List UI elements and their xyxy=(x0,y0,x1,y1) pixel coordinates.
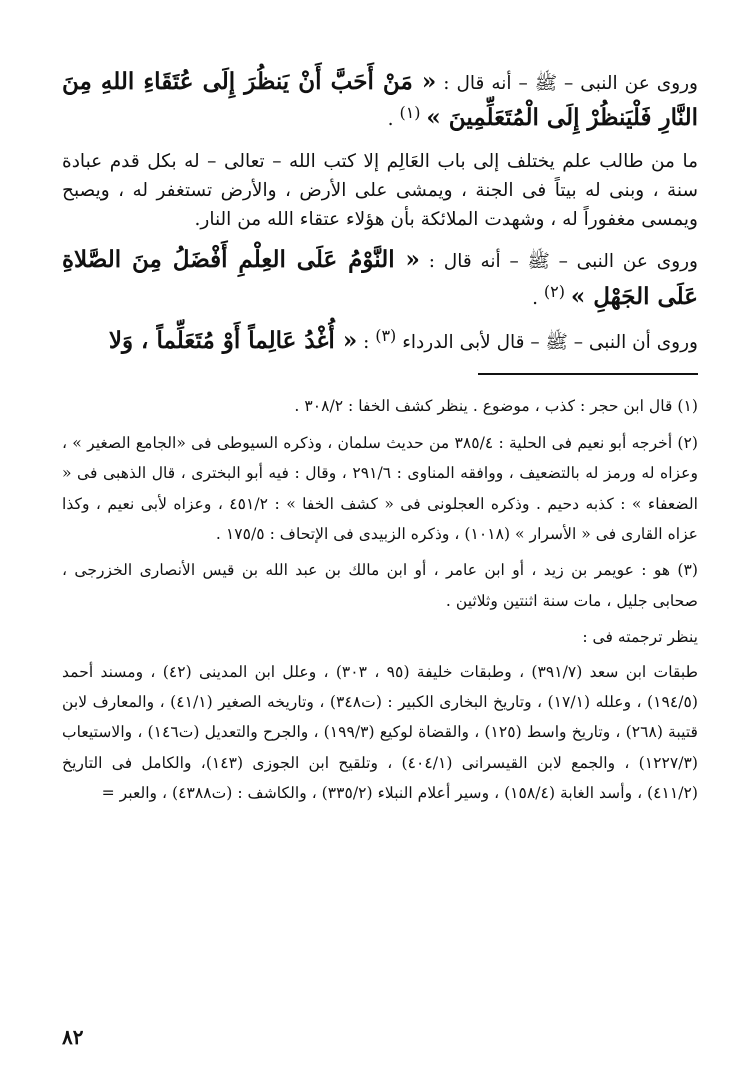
footnote-1: (١) قال ابن حجر : كذب ، موضوع . ينظر كشف الخفا : ٣٠٨/٢ . xyxy=(294,397,698,416)
paragraph-hadith-abu-darda xyxy=(62,323,698,359)
footnote-3-references: طبقات ابن سعد (٣٩١/٧) ، وطبقات خليفة (٩٥ ، ٣٠٣) ، وعلل ابن المدينى (٤٢) ، ومسند أحمد (١٩٤/٥) ، وعلله (١٧/١) ، وتاريخ البخارى الكبير : (ت٣٤٨) ، وتاريخه الصغير (٤١/١) ، والمعارف لابن قتيبة (٢٦٨) ، وتاريخ واسط (١٢٥) ، والقضاة لوكيع (١٩٩/٣) ، والجرح والتعديل (ت١٤٦) ، والاستيعاب (١٢٢٧/٣) ، والجمع لابن القيسرانى (٤٠٤/١) ، وتلقيح ابن الجوزى (١٤٣)، والكامل فى التاريخ (٤١١/٢) ، وأسد الغابة (١٥٨/٤) ، وسير أعلام النبلاء (٣٣٥/٢) ، والكاشف : (ت٤٣٨٨) ، والعبر = xyxy=(62,662,698,803)
paragraph-hadith-sleep-with-knowledge xyxy=(62,242,698,315)
narration-intro: وروى أن النبى – ﷺ – قال لأبى الدرداء xyxy=(402,331,698,353)
narration-intro: وروى عن النبى – ﷺ – أنه قال : xyxy=(443,73,698,94)
footnote-separator xyxy=(478,373,698,375)
colon: : xyxy=(357,331,376,353)
footnote-ref-2[interactable]: (٢) xyxy=(543,281,565,301)
hadith-quote: « النَّوْمُ عَلَى العِلْمِ أَفْضَلُ مِنَ الصَّلاةِ عَلَى الجَهْلِ » xyxy=(62,246,698,310)
sentence-end: . xyxy=(532,287,544,309)
hadith-quote: « مَنْ أَحَبَّ أَنْ يَنظُرَ إِلَى عُتَقَاءِ اللهِ مِنَ النَّارِ فَلْيَنظُرْ إِلَى الْمُتَعَلِّمِينَ » xyxy=(62,68,698,132)
hadith-quote: « أُغْدُ عَالِماً أَوْ مُتَعَلِّماً ، وَلا xyxy=(108,326,358,354)
sentence-end: . xyxy=(387,109,400,131)
footnote-2: (٢) أخرجه أبو نعيم فى الحلية : ٣٨٥/٤ من حديث سلمان ، وذكره السيوطى فى «الجامع الصغير » ، وعزاه له ورمز له بالتضعيف ، ووافقه المناوى : ٢٩١/٦ ، وقال : فيه أبو البخترى ، قال الذهبى فى « الضعفاء » : كذبه دحيم . وذكره العجلونى فى « كشف الخفا » : ٤٥١/٢ ، وعزاه لأبى نعيم ، وكذا عزاه القارى فى « الأسرار » (١٠١٨) ، وذكره الزبيدى فى الإتحاف : ١٧٥/٥ . xyxy=(62,433,698,543)
footnote-3-intro: ينظر ترجمته فى : xyxy=(582,628,698,647)
paragraph-text: ما من طالب علم يختلف إلى باب العَالِم إلا كتب الله – تعالى – له بكل قدم عبادة سنة ، وبنى له بيتاً فى الجنة ، ويمشى على الأرض ، والأرض تستغفر له ، ويصبح ويمسى مغفوراً له ، وشهدت الملائكة بأن هؤلاء عتقاء الله من النار. xyxy=(62,150,698,231)
narration-intro: وروى عن النبى – ﷺ – أنه قال : xyxy=(428,251,698,273)
footnote-ref-1[interactable]: (١) xyxy=(399,103,421,123)
paragraph-seeker-of-knowledge xyxy=(62,147,698,235)
footnote-ref-3[interactable]: (٣) xyxy=(375,325,397,345)
footnote-3: (٣) هو : عويمر بن زيد ، أو ابن عامر ، أو ابن مالك بن عبد الله بن قيس الأنصارى الخزرجى ، صحابى جليل ، مات سنة اثنتين وثلاثين . xyxy=(62,561,698,610)
paragraph-hadith-freed-from-fire xyxy=(62,64,698,137)
footnotes xyxy=(62,391,698,808)
main-text xyxy=(62,64,698,359)
page-number: ٨٢ xyxy=(62,1025,84,1049)
